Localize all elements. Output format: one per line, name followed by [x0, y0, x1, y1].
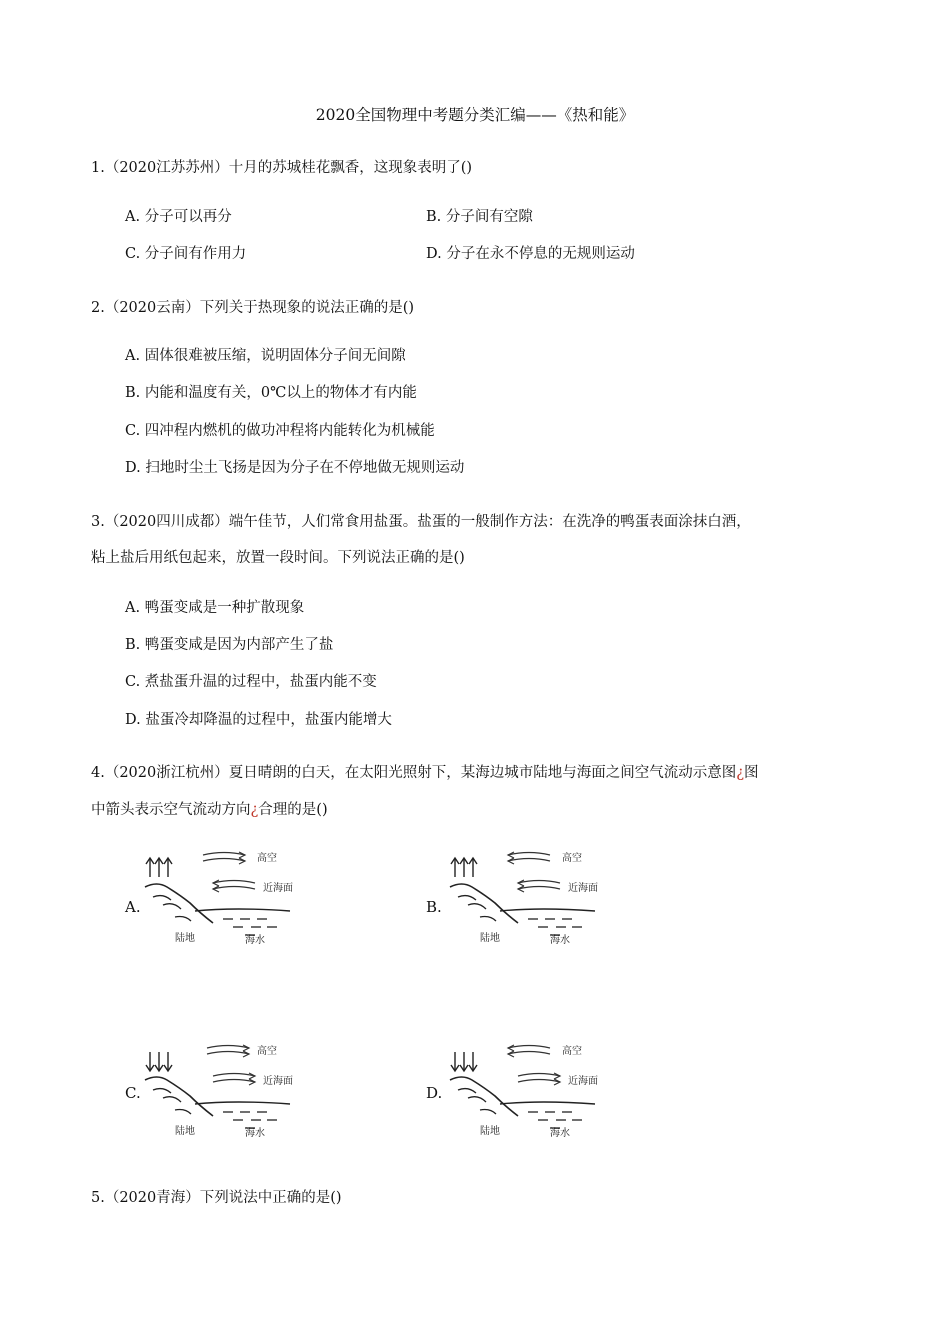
- label-sea-water: 海水: [245, 935, 265, 946]
- label-land: 陆地: [480, 933, 500, 944]
- diagram-b[interactable]: [450, 845, 625, 950]
- question-4-stem-text-2: 图: [744, 765, 759, 781]
- diagram-d[interactable]: [450, 1038, 625, 1143]
- label-high-altitude: 高空: [257, 1046, 277, 1057]
- near-sea-arrow-right-icon: [213, 1073, 255, 1085]
- vertical-air-arrows-icon: [146, 1052, 172, 1071]
- question-3-option-b[interactable]: B. 鸭蛋变咸是因为内部产生了盐: [125, 637, 334, 653]
- question-1-option-c[interactable]: C. 分子间有作用力: [125, 246, 247, 262]
- question-2-stem: 2.（2020云南）下列关于热现象的说法正确的是(): [91, 300, 415, 316]
- question-1-stem: 1.（2020江苏苏州）十月的苏城桂花飘香，这现象表明了(): [91, 160, 473, 176]
- question-2-option-d[interactable]: D. 扫地时尘土飞扬是因为分子在不停地做无规则运动: [125, 460, 465, 476]
- vertical-air-arrows-icon: [451, 858, 477, 877]
- upper-air-arrow-left-icon: [508, 1045, 550, 1057]
- question-3-stem-line1: 3.（2020四川成都）端午佳节，人们常食用盐蛋。盐蛋的一般制作方法：在洗净的鸭蛋表面涂抹白酒，: [91, 514, 751, 530]
- question-2-option-a[interactable]: A. 固体很难被压缩，说明固体分子间无间隙: [125, 348, 406, 364]
- question-4-option-a-label[interactable]: A.: [125, 898, 141, 916]
- water-waves-icon: [223, 919, 277, 935]
- near-sea-arrow-left-icon: [213, 880, 255, 892]
- question-2-option-c[interactable]: C. 四冲程内燃机的做功冲程将内能转化为机械能: [125, 423, 435, 439]
- page-title: 2020全国物理中考题分类汇编——《热和能》: [315, 106, 635, 124]
- question-5-stem: 5.（2020青海）下列说法中正确的是(): [91, 1190, 342, 1206]
- question-4-stem-mark-2: ¿: [250, 802, 259, 818]
- label-land: 陆地: [480, 1126, 500, 1137]
- label-near-sea: 近海面: [568, 883, 598, 894]
- question-3-stem-line2: 粘上盐后用纸包起来，放置一段时间。下列说法正确的是(): [91, 550, 465, 566]
- water-waves-icon: [223, 1112, 277, 1128]
- question-4-option-b-label[interactable]: B.: [426, 898, 442, 916]
- vertical-air-arrows-icon: [451, 1052, 477, 1071]
- label-land: 陆地: [175, 933, 195, 944]
- question-4-stem-mark-1: ¿: [736, 765, 745, 781]
- question-4-option-d-label[interactable]: D.: [426, 1084, 443, 1102]
- upper-air-arrow-right-icon: [207, 1045, 249, 1057]
- label-sea-water: 海水: [245, 1128, 265, 1139]
- vertical-air-arrows-icon: [146, 858, 172, 877]
- question-2-option-b[interactable]: B. 内能和温度有关，0℃以上的物体才有内能: [125, 385, 417, 401]
- water-waves-icon: [528, 1112, 582, 1128]
- question-1-option-b[interactable]: B. 分子间有空隙: [426, 209, 533, 225]
- near-sea-arrow-left-icon: [518, 880, 560, 892]
- question-1-option-d[interactable]: D. 分子在永不停息的无规则运动: [426, 246, 635, 262]
- label-near-sea: 近海面: [568, 1076, 598, 1087]
- upper-air-arrow-right-icon: [203, 852, 245, 864]
- label-high-altitude: 高空: [562, 1046, 582, 1057]
- question-3-option-d[interactable]: D. 盐蛋冷却降温的过程中，盐蛋内能增大: [125, 712, 392, 728]
- water-waves-icon: [528, 919, 582, 935]
- question-4-stem-line1: [91, 761, 759, 782]
- diagram-c[interactable]: [145, 1038, 320, 1143]
- question-4-stem-text-3: 中箭头表示空气流动方向: [91, 802, 251, 818]
- label-high-altitude: 高空: [257, 853, 277, 864]
- label-sea-water: 海水: [550, 935, 570, 946]
- question-4-stem-text-1: 4.（2020浙江杭州）夏日晴朗的白天，在太阳光照射下，某海边城市陆地与海面之间空气流动示意图: [91, 765, 737, 781]
- label-high-altitude: 高空: [562, 853, 582, 864]
- label-near-sea: 近海面: [263, 883, 293, 894]
- upper-air-arrow-left-icon: [508, 852, 550, 864]
- question-4-option-c-label[interactable]: C.: [125, 1084, 141, 1102]
- question-4-stem-line2: [91, 798, 328, 819]
- near-sea-arrow-right-icon: [518, 1073, 560, 1085]
- question-3-option-a[interactable]: A. 鸭蛋变咸是一种扩散现象: [125, 600, 305, 616]
- label-sea-water: 海水: [550, 1128, 570, 1139]
- label-near-sea: 近海面: [263, 1076, 293, 1087]
- question-4-stem-text-4: 合理的是(): [258, 802, 328, 818]
- question-3-option-c[interactable]: C. 煮盐蛋升温的过程中，盐蛋内能不变: [125, 674, 377, 690]
- label-land: 陆地: [175, 1126, 195, 1137]
- diagram-a[interactable]: [145, 845, 320, 950]
- question-1-option-a[interactable]: A. 分子可以再分: [125, 209, 232, 225]
